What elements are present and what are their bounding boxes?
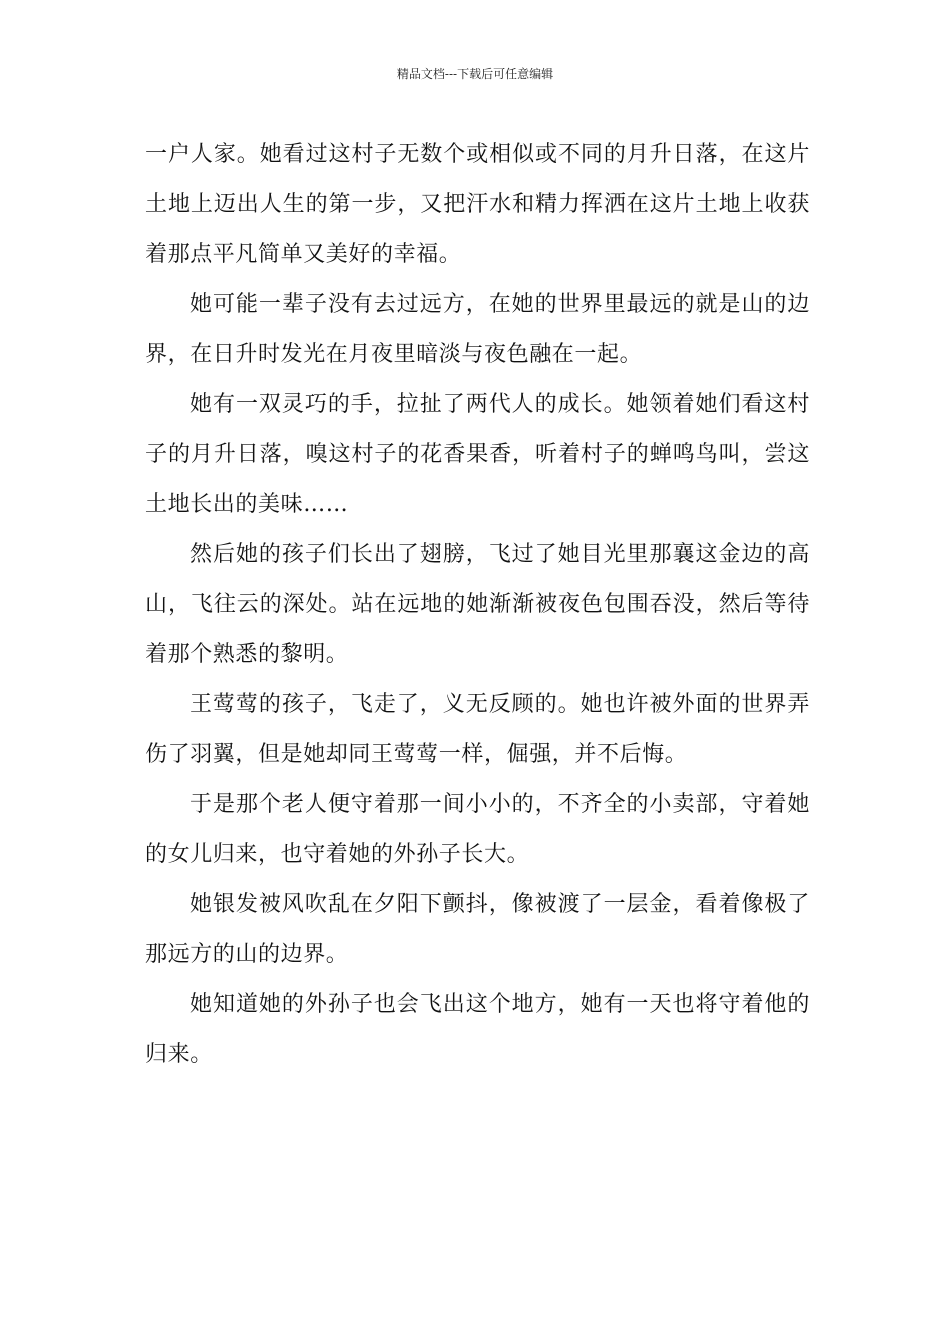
paragraph: 她知道她的外孙子也会飞出这个地方，她有一天也将守着他的归来。 (145, 992, 810, 1067)
document-body (145, 130, 810, 1080)
paragraph: 然后她的孩子们长出了翅膀，飞过了她目光里那襄这金边的高山，飞往云的深处。站在远地的她渐渐被夜色包围吞没，然后等待着那个熟悉的黎明。 (145, 542, 810, 667)
paragraph: 一户人家。她看过这村子无数个或相似或不同的月升日落，在这片土地上迈出人生的第一步，又把汗水和精力挥洒在这片土地上收获着那点平凡简单又美好的幸福。 (145, 142, 810, 267)
page-header: 精品文档---下载后可任意编辑 (396, 67, 554, 81)
paragraph: 她银发被风吹乱在夕阳下颤抖，像被渡了一层金，看着像极了那远方的山的边界。 (145, 892, 810, 967)
paragraph: 王莺莺的孩子，飞走了，义无反顾的。她也许被外面的世界弄伤了羽翼，但是她却同王莺莺一样，倔强，并不后悔。 (145, 692, 810, 767)
paragraph: 于是那个老人便守着那一间小小的，不齐全的小卖部，守着她的女儿归来，也守着她的外孙子长大。 (145, 792, 810, 867)
paragraph: 她有一双灵巧的手，拉扯了两代人的成长。她领着她们看这村子的月升日落，嗅这村子的花香果香，听着村子的蝉鸣鸟叫，尝这土地长出的美味…… (145, 392, 810, 517)
paragraph: 她可能一辈子没有去过远方，在她的世界里最远的就是山的边界，在日升时发光在月夜里暗淡与夜色融在一起。 (145, 292, 810, 367)
